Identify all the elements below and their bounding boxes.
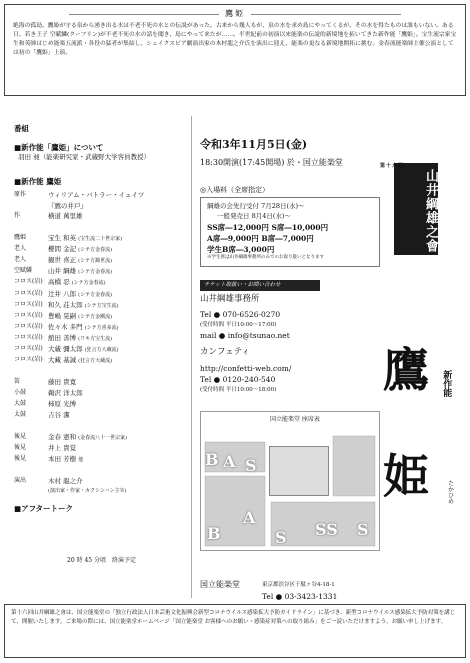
logo-small: 第十六回	[380, 163, 405, 169]
logo-text: 山井綱雄之會	[423, 169, 438, 253]
performer-note: (シテ方金春流)	[78, 247, 113, 254]
performer-name: 金春 憲和	[48, 432, 77, 441]
confetti-hours: (受付時間 平日10:00～18:00)	[200, 387, 277, 393]
performer-name: 宝生 和英	[48, 234, 77, 243]
performer-name: 和久 荘太郎	[48, 300, 83, 309]
cast-role: コロス(岩)	[14, 333, 43, 341]
cast-name	[48, 443, 189, 454]
price-heading: ◎入場料（全席指定）	[200, 186, 270, 194]
cast-role: コロス(岩)	[14, 355, 43, 363]
seat-label: A	[223, 452, 236, 471]
performer-name: 大蔵 彌太郎	[48, 344, 83, 353]
performer-name: 櫻間 金記	[48, 245, 77, 254]
cast-role: 空賦鱗	[14, 267, 33, 275]
confetti-url[interactable]: http://confetti-web.com/	[200, 364, 292, 373]
cast-role: コロス(岩)	[14, 322, 43, 330]
cast-row	[14, 244, 189, 255]
cast-role: 小鼓	[14, 388, 27, 396]
performer-name: 佐々木 多門	[48, 322, 83, 331]
title-kana: たかひめ	[446, 480, 454, 504]
price-line: SS席―12,000円 S席―10,000円	[207, 222, 329, 232]
performer-note: (宝生流二十世宗家)	[78, 236, 123, 243]
event-time: 18:30開演(17:45開場) 於・国立能楽堂	[200, 158, 343, 167]
performer-note: (シテ方観世流)	[78, 258, 113, 265]
cast-role: 老人	[14, 245, 27, 253]
performer-note: (シテ方宝生流)	[84, 302, 119, 309]
performer-name: 本田 芳樹	[48, 454, 77, 463]
performer-name: 辻井 八郎	[48, 289, 77, 298]
seat-label: A	[243, 508, 256, 527]
play-heading: ■新作能 鷹姫	[14, 176, 62, 186]
event-date: 令和3年11月5日(金)	[200, 138, 308, 151]
cast-row	[14, 454, 189, 465]
seat-map	[200, 411, 380, 551]
performer-name: 井上 貴覚	[48, 443, 77, 452]
musicians-table	[14, 376, 189, 420]
cast-role: 後見	[14, 432, 27, 440]
cast-row	[14, 409, 189, 420]
cast-name	[48, 233, 189, 244]
price-note: ※学生席は山井綱雄事務所のみでのお取り扱いとなります	[207, 255, 324, 261]
cast-row	[14, 288, 189, 299]
column-divider	[191, 116, 192, 598]
credit-name: ウィリアム・バトラー・イェイツ	[48, 190, 145, 199]
price-box	[200, 197, 380, 267]
cast-row	[14, 321, 189, 332]
performer-name: 柿原 光博	[48, 399, 77, 408]
performer-name: 高橋 忍	[48, 278, 70, 287]
performer-note: (狂言方大蔵流)	[84, 346, 119, 353]
performer-note: (シテ方金春流)	[71, 280, 106, 287]
office-mail[interactable]: mail ● info@tsunao.net	[200, 331, 290, 340]
cast-role: 大鼓	[14, 399, 27, 407]
performer-name: 鵜沢 洋太郎	[48, 388, 83, 397]
cast-name	[48, 454, 189, 465]
performer-name: 舘田 善博	[48, 333, 77, 342]
director-role: 演出	[14, 476, 27, 484]
program-column	[14, 120, 189, 564]
cast-role: コロス(岩)	[14, 311, 43, 319]
director-name: 木村 龍之介	[48, 476, 83, 485]
seat-label: S	[245, 456, 257, 475]
synopsis-box	[4, 4, 466, 96]
venue-name: 国立能楽堂	[200, 580, 240, 589]
title-char-2: 姫	[383, 449, 429, 503]
cast-name	[48, 299, 189, 310]
credit-role: 作	[14, 212, 21, 220]
cast-name	[48, 343, 189, 354]
talk-speaker: 羽田 昶（能楽研究家・武蔵野大学客員教授）	[18, 152, 151, 161]
cast-name	[48, 266, 189, 277]
synopsis-title: 鷹姫	[13, 9, 457, 19]
performer-note: (シテ方金剛流)	[78, 313, 113, 320]
performer-name: 山井 綱雄	[48, 267, 77, 276]
cast-name	[48, 354, 189, 365]
venue-address: 東京都渋谷区千駄ヶ谷4-18-1	[262, 582, 335, 588]
tsunao-logo	[380, 163, 438, 255]
cast-role: 老人	[14, 256, 27, 264]
cast-row	[14, 376, 189, 387]
sale-general: 一般発売日 8月4日(水)～	[217, 211, 291, 220]
cast-role: コロス(岩)	[14, 300, 43, 308]
cast-name	[48, 409, 189, 420]
program-heading: 番組	[14, 124, 29, 133]
cast-row	[14, 299, 189, 310]
cast-role: 笛	[14, 377, 21, 385]
cast-name	[48, 431, 189, 442]
cast-row	[14, 277, 189, 288]
director-table	[14, 476, 189, 496]
confetti-tel[interactable]: Tel ● 0120-240-540	[200, 375, 276, 384]
performer-name: 豊嶋 晃嗣	[48, 311, 77, 320]
credit-name: 横道 萬里雄	[48, 212, 83, 221]
venue-tel[interactable]: Tel ● 03-3423-1331	[262, 592, 338, 601]
cast-row	[14, 233, 189, 244]
cast-name	[48, 376, 189, 387]
cast-name	[48, 288, 189, 299]
performer-note: (シテ方喜多流)	[84, 324, 119, 331]
cast-name	[48, 310, 189, 321]
cast-name	[48, 332, 189, 343]
credit-role	[14, 200, 48, 211]
title-char-1: 鷹	[383, 343, 429, 397]
cast-role: 太鼓	[14, 410, 27, 418]
cast-role: コロス(岩)	[14, 289, 43, 297]
performer-note: (狂言方大蔵流)	[78, 357, 113, 364]
cast-name	[48, 255, 189, 266]
office-tel[interactable]: Tel ● 070-6526-0270	[200, 310, 281, 319]
performer-note: 他	[78, 456, 84, 463]
cast-row	[14, 310, 189, 321]
cast-row	[14, 387, 189, 398]
cast-role: 後見	[14, 443, 27, 451]
price-line: 学生B席―3,000円	[207, 245, 275, 254]
cast-name	[48, 398, 189, 409]
seat-label: S	[275, 528, 287, 547]
footer-notice: 第十六回山井綱雄之會は、国立能楽堂の「独立行政法人日本芸術文化振興会新型コロナウイルス感染拡大予防ガイドライン」に基づき、新型コロナウイルス感染拡大予防対策を講じて、開催いたします。ご来場の際には、国立能楽堂ホームページ「国立能楽堂 お客様へのお願い・感染症対策への取り組み」をご一読いただけますよう、お願い申し上げます。	[4, 604, 466, 658]
confetti-name: カンフェティ	[200, 347, 250, 357]
cast-role: コロス(岩)	[14, 344, 43, 352]
cast-row	[14, 443, 189, 454]
cast-name	[48, 244, 189, 255]
office-name: 山井綱雄事務所	[200, 294, 260, 304]
performer-name: 観世 喜正	[48, 256, 77, 265]
cast-name	[48, 277, 189, 288]
koken-table	[14, 431, 189, 464]
cast-name	[48, 387, 189, 398]
seat-label: B	[207, 524, 221, 543]
cast-role: 後見	[14, 454, 27, 462]
performer-name: 藤田 貴寛	[48, 377, 77, 386]
performer-note: (シテ方金春流)	[78, 269, 113, 276]
end-time: 20 時 45 分頃 終演予定	[67, 556, 136, 564]
seat-label: SS	[315, 520, 338, 539]
director-note: (演出家・作家・カクシンハン主宰)	[48, 487, 127, 494]
cast-name	[48, 321, 189, 332]
performer-note: (ワキ方宝生流)	[78, 335, 113, 342]
sale-advance: 綱雄の会先行受付 7月28日(水)～	[207, 202, 305, 210]
cast-row	[14, 332, 189, 343]
cast-role: コロス(岩)	[14, 278, 43, 286]
cast-row	[14, 343, 189, 354]
after-talk-heading: ■アフタートーク	[14, 503, 74, 513]
cast-role: 鷹姫	[14, 234, 27, 242]
performer-name: 吉谷 潔	[48, 410, 70, 419]
cast-row	[14, 431, 189, 442]
seat-label: B	[205, 450, 219, 469]
cast-table	[14, 233, 189, 365]
office-hours: (受付時間 平日10:00～17:00)	[200, 322, 277, 328]
seat-grid	[201, 412, 381, 552]
seat-label: S	[357, 520, 369, 539]
performer-note: (金春流八十一世宗家)	[78, 434, 128, 441]
performer-note: (シテ方金春流)	[78, 291, 113, 298]
cast-row	[14, 398, 189, 409]
cast-row	[14, 255, 189, 266]
ticket-bar: チケット取扱い・お問い合わせ	[200, 280, 320, 291]
cast-row	[14, 266, 189, 277]
credit-role: 原作	[14, 190, 27, 198]
talk-heading: ■新作能「鷹姫」について	[14, 143, 104, 153]
seat-map-title: 国立能楽堂 座席表	[270, 416, 320, 423]
cast-row	[14, 354, 189, 365]
synopsis-text: 絶海の孤島。鷹姫が守る泉から湧き出る水は不老不死の水との伝説があった。古来から幾人もが、泉の水を求め島にやってくるが、その水を得たものは誰もいない。ある日、若き王子 空賦鱗(クーフリン)が不老不死の水の話を聞き、島にやって来たが……。半世紀前の初演以来能楽の伝説的新境地を拓いてきた新作能「鷹姫」。宝生流宗家宝生和英師はじめ能楽五流派・各役の猛者が集結し、シェイクスピア劇演出家の木村龍之介氏を演出に迎え、能楽の更なる新境地開拓に挑む。金春流能楽師主催公演としては初の「鷹姫」上演。	[13, 23, 457, 56]
price-line: A席―9,000円 B席―7,000円	[207, 233, 314, 243]
new-noh-label: 新作能	[441, 370, 452, 397]
credits-table	[14, 189, 189, 222]
performer-name: 大藏 基誠	[48, 355, 77, 364]
credit-name: 『鷹の井戸』	[48, 201, 87, 210]
